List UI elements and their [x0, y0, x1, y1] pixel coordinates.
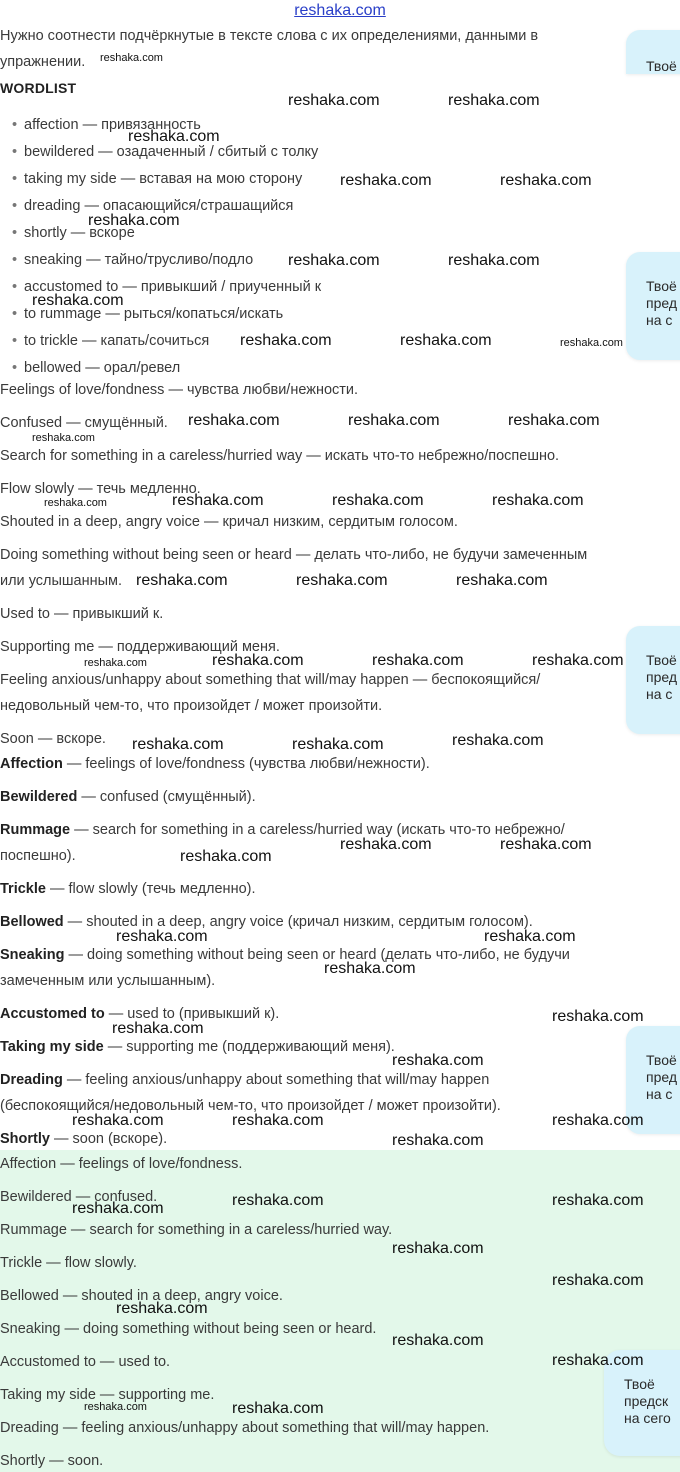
definition-line: Search for something in a careless/hurried way — искать что-то небрежно/поспешно. — [0, 448, 560, 464]
wordlist-item: • sneaking — тайно/трусливо/подло — [12, 252, 254, 268]
watermark: reshaka.com — [500, 836, 592, 853]
wordlist-item: • accustomed to — привыкший / приученный к — [12, 279, 322, 295]
watermark: reshaka.com — [372, 652, 464, 669]
watermark: reshaka.com — [292, 736, 384, 753]
wordlist-item: • bewildered — озадаченный / сбитый с толку — [12, 144, 319, 160]
definition-line: Flow slowly — течь медленно. — [0, 481, 201, 497]
chat-bubble[interactable]: Твоё пред на с — [626, 1026, 680, 1134]
site-title-link[interactable]: reshaka.com — [294, 2, 386, 19]
watermark: reshaka.com — [116, 1300, 208, 1317]
watermark: reshaka.com — [296, 572, 388, 589]
wordlist-item: • dreading — опасающийся/страшащийся — [12, 198, 294, 214]
watermark: reshaka.com — [128, 128, 220, 145]
bullet-icon: • — [12, 333, 18, 349]
wordlist-item: • to rummage — рыться/копаться/искать — [12, 306, 284, 322]
definition-line: Doing something without being seen or heard — делать что-либо, не будучи замеченным — [0, 547, 588, 563]
watermark: reshaka.com — [552, 1192, 644, 1209]
watermark: reshaka.com — [332, 492, 424, 509]
chat-bubble[interactable]: Твоё пред на с — [626, 626, 680, 734]
watermark: reshaka.com — [288, 92, 380, 109]
watermark: reshaka.com — [32, 432, 95, 444]
watermark: reshaka.com — [492, 492, 584, 509]
answer-line: Dreading — feeling anxious/unhappy about something that will/may happen. — [0, 1420, 490, 1436]
match-line: Bewildered — confused (смущённый). — [0, 789, 256, 805]
bullet-icon: • — [12, 252, 18, 268]
chat-bubble[interactable]: Твоё предск на сего — [604, 1350, 680, 1456]
watermark: reshaka.com — [552, 1112, 644, 1129]
watermark: reshaka.com — [84, 1401, 147, 1413]
answer-line: Bellowed — shouted in a deep, angry voice. — [0, 1288, 283, 1304]
watermark: reshaka.com — [552, 1272, 644, 1289]
answer-line: Rummage — search for something in a careless/hurried way. — [0, 1222, 393, 1238]
match-line: Sneaking — doing something without being seen or heard (делать что-либо, не будучи — [0, 947, 570, 963]
wordlist-heading: WORDLIST — [0, 80, 77, 96]
watermark: reshaka.com — [392, 1132, 484, 1149]
watermark: reshaka.com — [560, 337, 623, 349]
watermark: reshaka.com — [212, 652, 304, 669]
watermark: reshaka.com — [348, 412, 440, 429]
match-line: Dreading — feeling anxious/unhappy about something that will/may happen — [0, 1072, 490, 1088]
watermark: reshaka.com — [324, 960, 416, 977]
wordlist-item: • affection — привязанность — [12, 117, 201, 133]
watermark: reshaka.com — [32, 292, 124, 309]
watermark: reshaka.com — [448, 252, 540, 269]
match-line: Shortly — soon (вскоре). — [0, 1131, 168, 1147]
bullet-icon: • — [12, 279, 18, 295]
answer-line: Affection — feelings of love/fondness. — [0, 1156, 243, 1172]
watermark: reshaka.com — [116, 928, 208, 945]
definition-line: Feeling anxious/unhappy about something that will/may happen — беспокоящийся/ — [0, 672, 541, 688]
bullet-icon: • — [12, 144, 18, 160]
definition-line: или услышанным. — [0, 573, 123, 589]
watermark: reshaka.com — [452, 732, 544, 749]
watermark: reshaka.com — [288, 252, 380, 269]
watermark: reshaka.com — [532, 652, 624, 669]
answer-line: Accustomed to — used to. — [0, 1354, 171, 1370]
definition-line: Soon — вскоре. — [0, 731, 106, 747]
watermark: reshaka.com — [188, 412, 280, 429]
watermark: reshaka.com — [84, 657, 147, 669]
answer-line: Trickle — flow slowly. — [0, 1255, 137, 1271]
watermark: reshaka.com — [232, 1192, 324, 1209]
chat-bubble[interactable]: Твоё пред на с — [626, 252, 680, 360]
bullet-icon: • — [12, 117, 18, 133]
watermark: reshaka.com — [172, 492, 264, 509]
match-line: Accustomed to — used to (привыкший к). — [0, 1006, 280, 1022]
watermark: reshaka.com — [448, 92, 540, 109]
bullet-icon: • — [12, 171, 18, 187]
watermark: reshaka.com — [232, 1112, 324, 1129]
match-line: Affection — feelings of love/fondness (чувства любви/нежности). — [0, 756, 430, 772]
definition-line: Feelings of love/fondness — чувства любви/нежности. — [0, 382, 359, 398]
definition-line: Confused — смущённый. — [0, 415, 168, 431]
watermark: reshaka.com — [240, 332, 332, 349]
watermark: reshaka.com — [72, 1200, 164, 1217]
watermark: reshaka.com — [552, 1352, 644, 1369]
wordlist-item: • taking my side — вставая на мою сторону — [12, 171, 303, 187]
bullet-icon: • — [12, 198, 18, 214]
watermark: reshaka.com — [508, 412, 600, 429]
watermark: reshaka.com — [100, 52, 163, 64]
watermark: reshaka.com — [232, 1400, 324, 1417]
watermark: reshaka.com — [44, 497, 107, 509]
watermark: reshaka.com — [72, 1112, 164, 1129]
bullet-icon: • — [12, 225, 18, 241]
chat-bubble[interactable]: Твоё — [626, 30, 680, 74]
watermark: reshaka.com — [400, 332, 492, 349]
match-line: Taking my side — supporting me (поддерживающий меня). — [0, 1039, 395, 1055]
watermark: reshaka.com — [340, 172, 432, 189]
watermark: reshaka.com — [392, 1052, 484, 1069]
match-line: Trickle — flow slowly (течь медленно). — [0, 881, 256, 897]
watermark: reshaka.com — [484, 928, 576, 945]
watermark: reshaka.com — [112, 1020, 204, 1037]
answer-line: Taking my side — supporting me. — [0, 1387, 215, 1403]
answer-line: Shortly — soon. — [0, 1453, 104, 1469]
watermark: reshaka.com — [392, 1332, 484, 1349]
watermark: reshaka.com — [552, 1008, 644, 1025]
wordlist-item: • bellowed — орал/ревел — [12, 360, 181, 376]
answer-line: Sneaking — doing something without being seen or heard. — [0, 1321, 377, 1337]
watermark: reshaka.com — [180, 848, 272, 865]
definition-line: Used to — привыкший к. — [0, 606, 164, 622]
answer-line: Bewildered — confused. — [0, 1189, 158, 1205]
bullet-icon: • — [12, 360, 18, 376]
wordlist-item: • shortly — вскоре — [12, 225, 135, 241]
match-line-cont: (беспокоящийся/недовольный чем-то, что произойдет / может произойти). — [0, 1098, 501, 1114]
watermark: reshaka.com — [392, 1240, 484, 1257]
watermark: reshaka.com — [88, 212, 180, 229]
definition-line: Shouted in a deep, angry voice — кричал низким, сердитым голосом. — [0, 514, 458, 530]
definition-line: Supporting me — поддерживающий меня. — [0, 639, 280, 655]
watermark: reshaka.com — [456, 572, 548, 589]
wordlist-item: • to trickle — капать/сочиться — [12, 333, 210, 349]
match-line-cont: поспешно). — [0, 848, 76, 864]
match-line: Bellowed — shouted in a deep, angry voice (кричал низким, сердитым голосом). — [0, 914, 533, 930]
watermark: reshaka.com — [340, 836, 432, 853]
watermark: reshaka.com — [500, 172, 592, 189]
intro-line-2: упражнении. — [0, 54, 86, 70]
bullet-icon: • — [12, 306, 18, 322]
match-line-cont: замеченным или услышанным). — [0, 973, 216, 989]
match-line: Rummage — search for something in a careless/hurried way (искать что-то небрежно/ — [0, 822, 565, 838]
watermark: reshaka.com — [132, 736, 224, 753]
watermark: reshaka.com — [136, 572, 228, 589]
intro-line-1: Нужно соотнести подчёркнутые в тексте слова с их определениями, данными в — [0, 28, 539, 44]
definition-line: недовольный чем-то, что произойдет / может произойти. — [0, 698, 383, 714]
